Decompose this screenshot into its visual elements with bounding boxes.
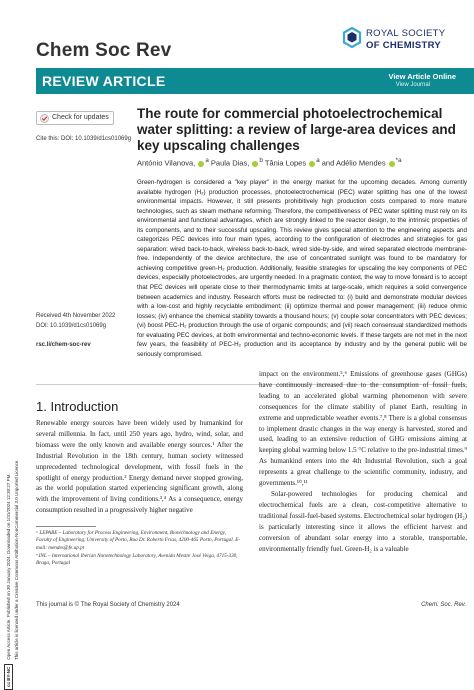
abstract: Green-hydrogen is considered a "key player" in the energy market for the upcoming decades. Among currently available hydrogen (H₂) production processes, photoelectrochemical (PEC) water splitting has one of the lowest environmental impacts. However, it still presents prohibitively high production costs compared to more mature technologies, such as steam methane reforming. Therefore, the competitiveness of PEC water splitting must rely on its environmental and functional advantages, which are strongly linked to the reactor design, to the intrinsic properties of its components, and to their successful upscaling. This review gives special attention to the engineering aspects and categorizes PEC devices into four main types, according to the configuration of electrodes and strategies for gas separation: wired back-to-back, wireless back-to-back, wired side-by-side, and wired separated electrode membrane-free. Independently of the device architecture, the use of concentrated sunlight was found to be mandatory for achieving competitive green-H₂ production. Additionally, feasible strategies for upscaling the key components of PEC devices, especially photoelectrodes, are urgently needed. In a pragmatic context, the way to move forward is to accept that PEC devices will operate close to their thermodynamic limits at large-scale, which requires a solid convergence between academics and industry. Research efforts must be redirected to: (i) build and demonstrate modular devices with a low-cost and highly recyclable embodiment; (ii) optimize thermal and power management; (iii) reduce ohmic losses; (iv) enhance the chemical stability towards a thousand hours; (v) couple solar concentrators with PEC devices; (vi) boost PEC-H₂ production through the use of organic compounds; and (vii) reach consensual standardized methods for evaluating PEC devices, at both environmental and techno-economic levels. If these targets are not met in the next few years, the feasibility of PEC-H₂ production and its acceptance by industry and by the general public will be seriously compromised. xyxy=(137,179,467,358)
article-type-banner xyxy=(36,68,474,94)
affiliation-mark: *a xyxy=(395,157,402,164)
check-updates-label: Check for updates xyxy=(52,114,109,121)
publisher-name-line1: ROYAL SOCIETY xyxy=(366,28,446,39)
orcid-icon[interactable] xyxy=(309,161,315,167)
journal-title: Chem Soc Rev xyxy=(36,40,172,61)
check-for-updates-button[interactable] xyxy=(36,111,114,125)
footnote: ᵇ INL – International Iberian Nanotechnology Laboratory, Avenida Mestre José Veiga, 4715-330, Braga, Portugal xyxy=(36,552,238,567)
author-list xyxy=(137,157,402,168)
journal-short-link[interactable]: rsc.li/chem-soc-rev xyxy=(36,342,91,348)
footer-copyright: This journal is © The Royal Society of Chemistry 2024 xyxy=(36,602,180,608)
view-article-online-link[interactable]: View Article Online xyxy=(388,72,456,81)
author-name[interactable]: Tânia Lopes xyxy=(264,158,307,168)
article-type: REVIEW ARTICLE xyxy=(42,73,166,89)
rsc-emblem-icon xyxy=(342,27,362,49)
author-name[interactable]: and Adélio Mendes xyxy=(321,158,386,168)
received-date: Received 4th November 2022 xyxy=(36,313,116,319)
orcid-icon[interactable] xyxy=(252,161,258,167)
intro-right-column xyxy=(259,369,467,554)
intro-paragraph: impact on the environment.⁵,⁶ Emissions of greenhouse gases (GHGs) have continuously increased due to the consumption of fossil fuels, leading to an accelerated global warming phenomenon with severe consequences for the climate stability of planet Earth, resulting in extreme and unpredictable weather events.⁷,⁸ There is a global consensus to implement drastic changes in the way energy is harvested, stored and used, leading to an extensive reduction of GHG emissions aiming at keeping global warming below 1.5 °C relative to the pre-industrial times.⁹ As humankind enters into the 4th Industrial Revolution, such a goal represents a great challenge to the scientific community, industry, and governments.¹⁰,¹¹ xyxy=(259,370,467,488)
affiliation-footnotes xyxy=(36,530,243,568)
cite-doi[interactable]: Cite this: DOI: 10.1039/d1cs01069g xyxy=(36,136,132,142)
open-access-line: Open Access Article. Published on 30 January 2024. Downloaded on 1/31/2024 12:30:27 PM. xyxy=(6,473,11,660)
check-updates-icon xyxy=(40,114,49,123)
article-history xyxy=(36,311,115,331)
intro-paragraph: Renewable energy sources have been widely used by humankind for several millennia. In fact, until 250 years ago, hydro, wind, solar, and biomass were the only known and available energy sources.¹ After the Industrial Revolution in the 18th century, human society witnessed unprecedented technological development, with fossil fuels in the spotlight of energy production.² Energy demand never stopped growing, as the world population started experiencing significant growth, along with the improvement of living conditions.³,⁴ As a consequence, energy consumption resulted in a progressively higher negative xyxy=(36,419,243,515)
author-name[interactable]: Paula Dias, xyxy=(210,158,250,168)
affiliation-mark: b xyxy=(259,157,263,164)
footer-journal: Chem. Soc. Rev. xyxy=(421,602,466,608)
publisher-name-line2: OF CHEMISTRY xyxy=(366,40,442,51)
section-heading: 1. Introduction xyxy=(36,399,119,414)
orcid-icon[interactable] xyxy=(389,161,395,167)
publisher-logo[interactable] xyxy=(342,24,460,60)
doi[interactable]: DOI: 10.1039/d1cs01069g xyxy=(36,323,107,329)
footnote-rule xyxy=(36,526,96,527)
author-name[interactable]: António Vilanova, xyxy=(137,158,196,168)
view-journal-link[interactable]: View Journal xyxy=(395,82,430,88)
affiliation-mark: a xyxy=(205,157,209,164)
intro-left-column xyxy=(36,418,243,516)
open-access-sidebar xyxy=(4,80,26,687)
orcid-icon[interactable] xyxy=(198,161,204,167)
cc-license-badge[interactable]: cc BY-NC xyxy=(4,664,13,690)
article-title: The route for commercial photoelectrochemical water splitting: a review of large-area devices and key upscaling challenges xyxy=(137,106,456,153)
intro-paragraph: Solar-powered technologies for producing chemical and electrochemical fuels are a clean, cost-competitive alternative to traditional fossil-fuel-based systems. Electrochemical solar hydrogen (H₂) is particularly interesting since it allows the efficient harvest and conversion of abundant solar energy into a storable, transportable, environmentally friendly fuel. Green-H₂ is a valuable xyxy=(259,489,467,553)
license-line[interactable]: This article is licensed under a Creative Commons Attribution-NonCommercial 3.0 Unported Licence. xyxy=(14,459,19,660)
affiliation-mark: a xyxy=(316,157,320,164)
footnote: ᵃ LEPABE – Laboratory for Process Engineering, Environment, Biotechnology and Energy, Faculty of Engineering, University of Porto, Rua Dr. Roberto Frias, 4200-465 Porto, Portugal. E-mail: mendes@fe.up.pt xyxy=(36,530,241,551)
